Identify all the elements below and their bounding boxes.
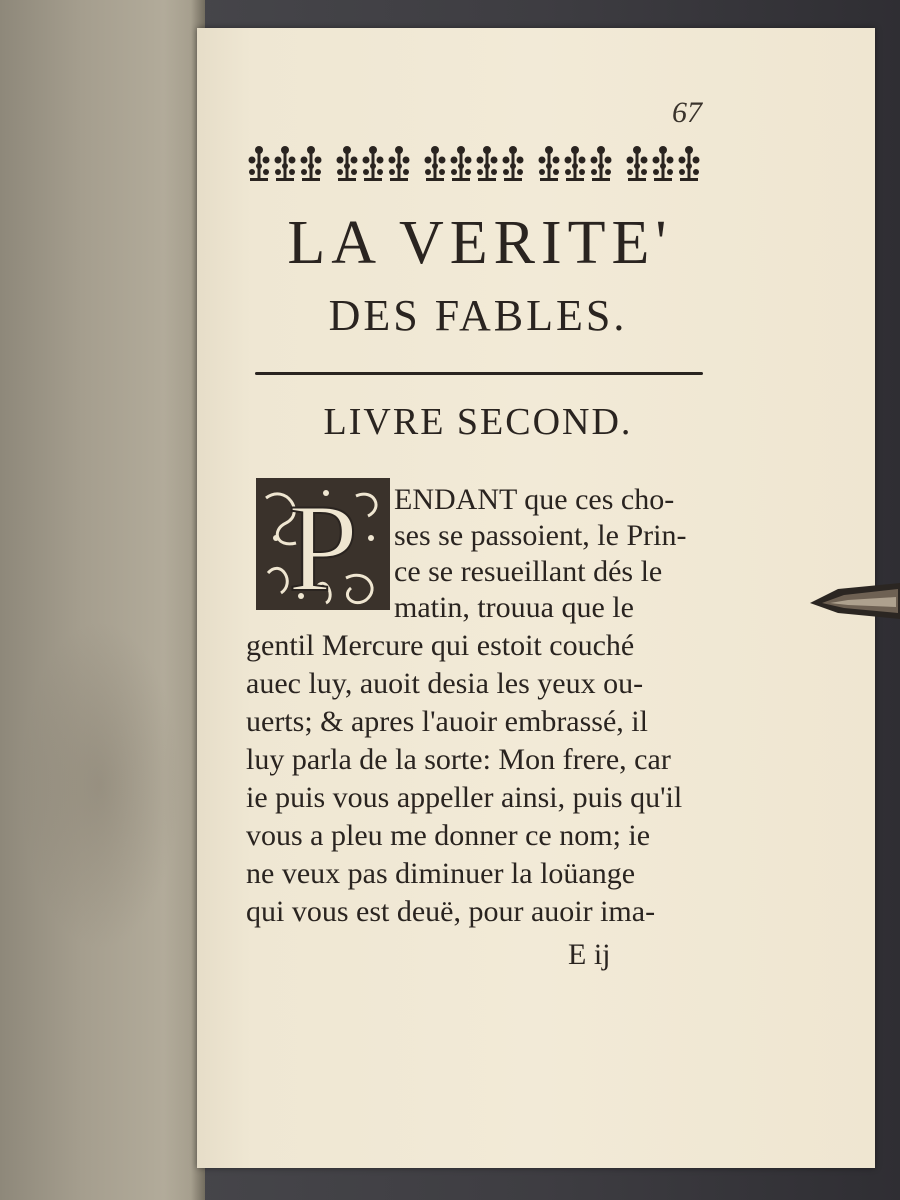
- text-line-6: auec luy, auoit desia les yeux ou-: [246, 667, 644, 700]
- page-number: 67: [672, 96, 702, 129]
- bookmark-ribbon-icon: [808, 575, 900, 625]
- text-line-1: ENDANT que ces cho-: [394, 483, 675, 516]
- text-line-10: vous a pleu me donner ce nom; ie: [246, 819, 651, 852]
- text-line-8: luy parla de la sorte: Mon frere, car: [246, 743, 671, 776]
- text-line-7: uerts; & apres l'auoir embrassé, il: [246, 705, 648, 738]
- title-rule: [255, 372, 703, 375]
- left-page: [0, 0, 205, 1200]
- book-subtitle: LIVRE SECOND.: [323, 401, 633, 443]
- text-line-3: ce se resueillant dés le: [394, 555, 663, 588]
- text-line-4: matin, trouua que le: [394, 591, 634, 624]
- text-line-9: ie puis vous appeller ainsi, puis qu'il: [246, 781, 683, 814]
- text-line-5: gentil Mercure qui estoit couché: [246, 629, 635, 662]
- text-line-12: qui vous est deuë, pour auoir ima-: [246, 895, 656, 928]
- drop-cap-letter: P: [287, 479, 359, 610]
- text-line-2: ses se passoient, le Prin-: [394, 519, 687, 552]
- text-line-11: ne veux pas diminuer la loüange: [246, 857, 636, 890]
- signature-mark: E ij: [568, 938, 611, 971]
- fleuron-border-icon: [248, 140, 710, 188]
- title-line-1: LA VERITE': [287, 209, 673, 277]
- title-line-2: DES FABLES.: [328, 291, 628, 340]
- left-page-stain: [20, 620, 180, 950]
- decorated-initial-icon: [256, 478, 390, 610]
